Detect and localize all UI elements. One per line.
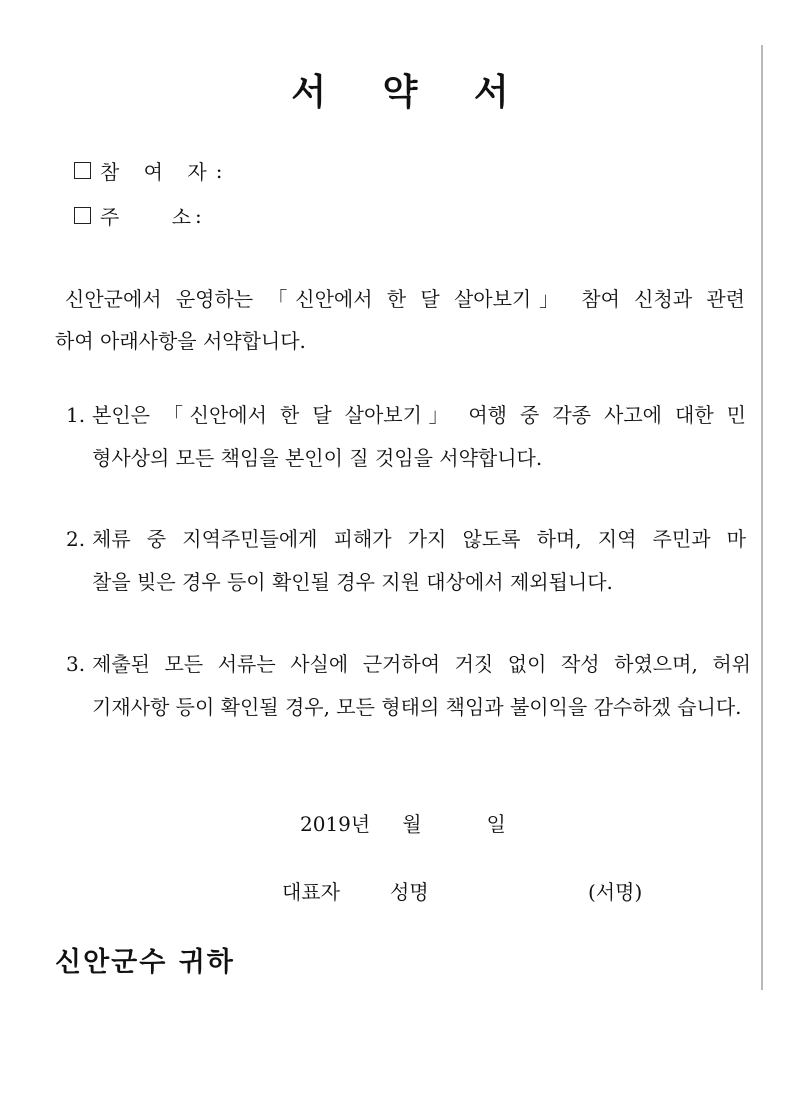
pledge-text-rest: 찰을 빚은 경우 등이 확인될 경우 지원 대상에서 제외됩니다.: [92, 570, 613, 594]
address-label: 주 소: [100, 205, 195, 229]
pledge-item-3: [66, 643, 751, 729]
pledge-text-rest: 형사상의 모든 책임을 본인이 질 것임을 서약합니다.: [92, 446, 543, 470]
date-line: [300, 808, 506, 837]
intro-paragraph: [55, 278, 745, 362]
checkbox-square-icon: [74, 207, 91, 224]
date-year: 2019년: [300, 812, 371, 836]
signature-role: 대표자: [282, 880, 340, 904]
date-day: 일: [486, 812, 506, 836]
signature-name-label: 성명: [390, 880, 429, 904]
signature-seal: (서명): [588, 880, 643, 904]
address-field: [74, 201, 202, 230]
participant-field: [74, 156, 222, 185]
pledge-number: 3.: [66, 652, 86, 676]
participant-colon: :: [215, 158, 223, 183]
recipient: 신안군수 귀하: [55, 947, 235, 978]
pledge-text-rest: 기재사항 등이 확인될 경우, 모든 형태의 책임과 불이익을 감수하겠 습니다.: [92, 695, 742, 719]
document-title: 서 약 서: [291, 72, 531, 113]
pledge-text-line-1: 체류 중 지역주민들에게 피해가 가지 않도록 하며, 지역 주민과 마: [92, 527, 746, 551]
pledge-number: 1.: [66, 403, 86, 427]
address-colon: :: [195, 203, 202, 228]
page-edge-rule: [761, 45, 763, 990]
pledge-item-2: [66, 518, 746, 604]
pledge-text-line-1: 본인은 「신안에서 한 달 살아보기」 여행 중 각종 사고에 대한 민: [92, 403, 746, 427]
participant-label: 참 여 자: [100, 160, 216, 184]
intro-line-2: 하여 아래사항을 서약합니다.: [55, 329, 306, 353]
pledge-number: 2.: [66, 527, 86, 551]
intro-line-1: 신안군에서 운영하는 「신안에서 한 달 살아보기」 참여 신청과 관련: [65, 287, 745, 311]
pledge-item-1: [66, 394, 746, 480]
pledge-text-line-1: 제출된 모든 서류는 사실에 근거하여 거짓 없이 작성 하였으며, 허위: [92, 652, 751, 676]
checkbox-square-icon: [74, 162, 91, 179]
date-month: 월: [402, 812, 422, 836]
